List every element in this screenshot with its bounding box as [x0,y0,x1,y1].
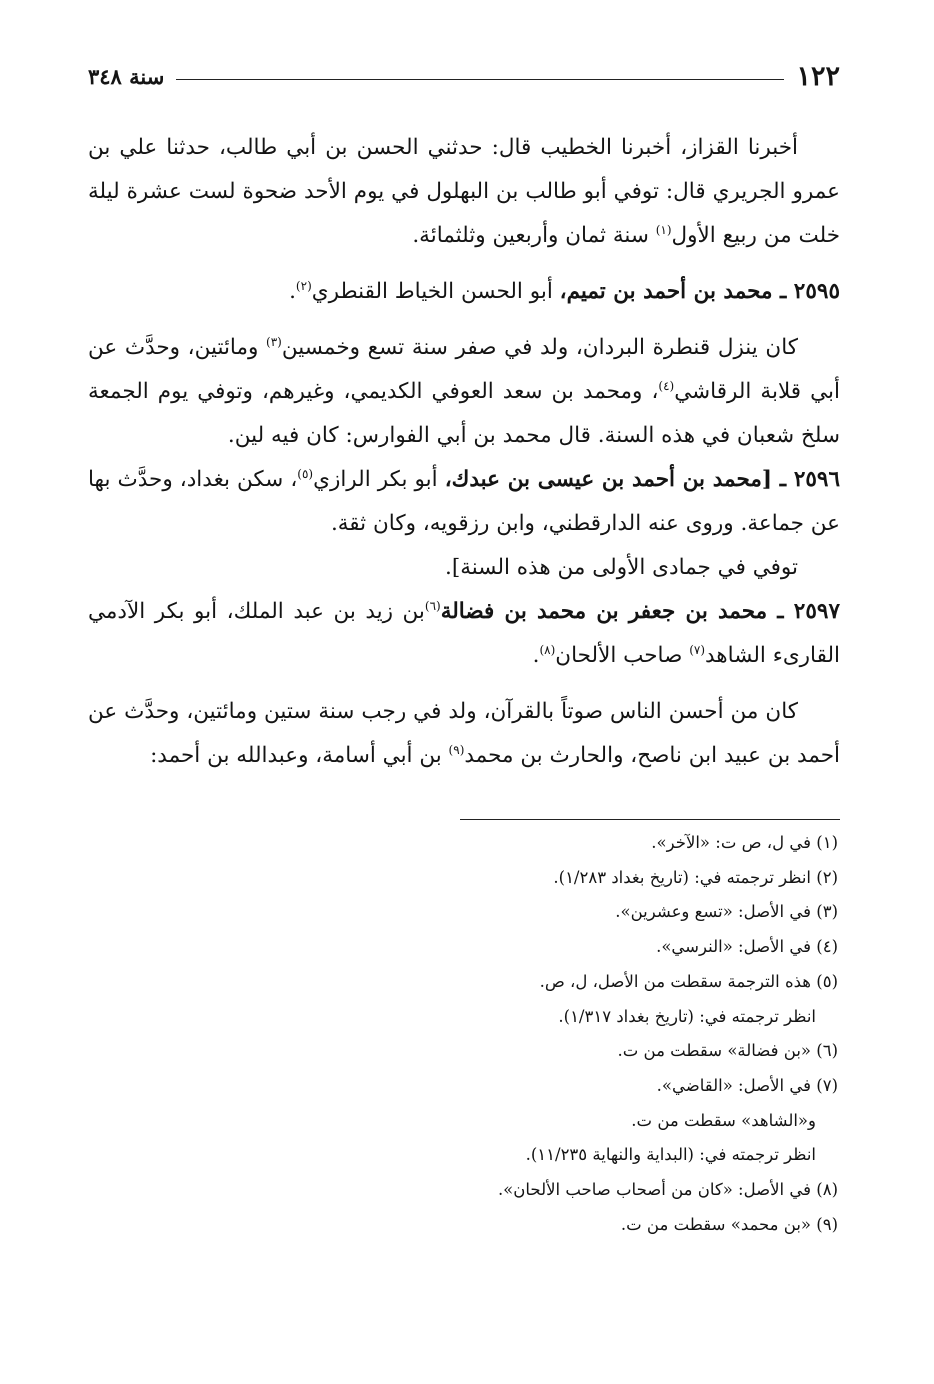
running-header [88,56,840,96]
paragraph-3 [88,326,840,458]
footnote-7: (٧) في الأصل: «القاضي». [656,1075,838,1095]
paragraph-7 [88,690,840,778]
footnote-ref-4: (٤) [658,378,675,393]
paragraph-text: كان ينزل قنطرة البردان، ولد في صفر سنة تسع وخمسين [281,335,798,360]
entry-heading: ٢٥٩٥ ـ محمد بن أحمد بن تميم، [559,279,840,304]
footnote-ref-3: (٣) [266,334,282,349]
entry-heading: ٢٥٩٧ ـ محمد بن جعفر بن محمد بن فضالة [440,599,840,624]
header-rule [176,79,784,80]
footnote-ref-7: (٧) [689,642,706,657]
paragraph-text: توفي في جمادى الأولى من هذه السنة]. [445,555,798,580]
paragraph-1 [88,126,840,258]
paragraph-text: سنة ثمان وأربعين وثلثمائة. [412,223,656,248]
entry-text: ، سكن بغداد، وحدَّث بها عن جماعة. وروى عنه الدارقطني، وابن رزقويه، وكان ثقة. [88,467,840,536]
footnote-5: (٥) هذه الترجمة سقطت من الأصل، ل، ص. [539,971,838,991]
page-number: ١٢٢ [796,60,840,92]
paragraph-text: كان من أحسن الناس صوتاً بالقرآن، ولد في رجب سنة ستين ومائتين، وحدَّث عن أحمد بن عبيد ابن ناصح، والحارث بن محمد [88,699,840,768]
footnote-ref-6: (٦) [424,598,441,613]
footnote-8: (٨) في الأصل: «كان من أصحاب صاحب الألحان». [497,1180,838,1200]
entry-text: بن زيد بن عبد الملك، أبو بكر الآدمي القارىء الشاهد [88,599,840,668]
footnote-3: (٣) في الأصل: «تسع وعشرين». [615,902,838,922]
entry-text: أبو بكر الرازي [313,467,445,492]
entry-2597 [88,590,840,678]
footnote-5-continuation: انظر ترجمته في: (تاريخ بغداد ١/٣١٧). [558,1006,816,1026]
footnote-ref-2: (٢) [295,278,312,293]
paragraph-text: ، ومحمد بن سعد العوفي الكديمي، وغيرهم، وتوفي يوم الجمعة سلخ شعبان في هذه السنة. قال محمد بن أبي الفوارس: كان فيه لين. [88,379,840,448]
year-label: سنة ٣٤٨ [88,63,165,89]
footnote-1: (١) في ل، ص ت: «الآخر». [651,833,838,852]
entry-text: . [289,279,296,304]
footnote-7-continuation: و«الشاهد» سقطت من ت. [631,1110,816,1130]
entry-text: أبو الحسن الخياط القنطري [311,279,560,304]
entry-2596 [88,458,840,546]
paragraph-5 [88,546,840,590]
footnote-separator [460,819,840,820]
paragraph-text: ومائتين، وحدَّث عن أبي قلابة الرقاشي [88,335,840,404]
entry-text: . [532,643,540,668]
footnote-ref-8: (٨) [539,642,556,657]
footnote-ref-5: (٥) [297,466,314,481]
entry-heading: ٢٥٩٦ ـ [محمد بن أحمد بن عيسى بن عبدك، [444,467,841,492]
footnotes [88,826,838,1242]
footnote-7-continuation: انظر ترجمته في: (البداية والنهاية ١١/٢٣٥). [525,1145,816,1165]
main-text [88,126,840,778]
footnote-4: (٤) في الأصل: «النرسي». [656,937,838,957]
footnote-6: (٦) «بن فضالة» سقطت من ت. [617,1041,838,1061]
footnote-ref-1: (١) [655,222,672,237]
paragraph-text: بن أبي أسامة، وعبدالله بن أحمد: [150,743,449,768]
entry-2595 [88,270,840,314]
paragraph-text: أخبرنا القزاز، أخبرنا الخطيب قال: حدثني الحسن بن أبي طالب، حدثنا علي بن عمرو الجريري قال: توفي أبو طالب بن البهلول في يوم الأحد ضحوة لست عشرة ليلة خلت من ربيع الأول [88,135,840,248]
footnote-ref-9: (٩) [448,742,465,757]
footnote-9: (٩) «بن محمد» سقطت من ت. [620,1214,838,1234]
footnote-2: (٢) انظر ترجمته في: (تاريخ بغداد ١/٢٨٣). [553,867,838,887]
entry-text: صاحب الألحان [555,643,690,668]
